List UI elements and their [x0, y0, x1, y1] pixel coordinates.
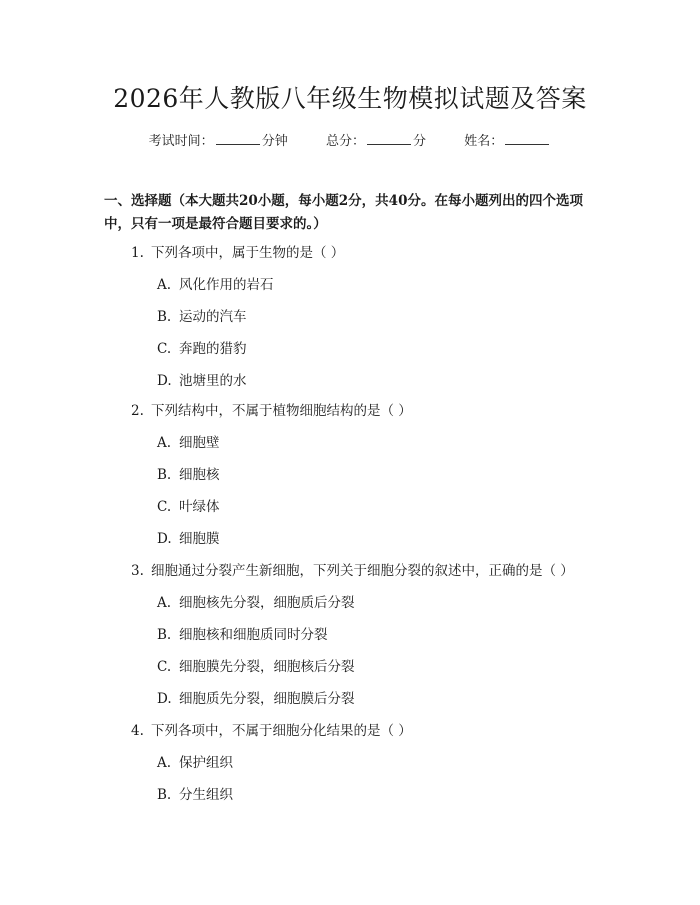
option-1d — [157, 371, 247, 391]
option-text: 池塘里的水 — [179, 373, 247, 389]
question-text: 下列各项中，不属于细胞分化结果的是（ ） — [151, 723, 412, 739]
option-3d — [157, 689, 355, 709]
option-letter: D. — [157, 531, 172, 547]
option-letter: C. — [157, 499, 172, 515]
option-text: 细胞核和细胞质同时分裂 — [179, 627, 328, 643]
option-2a — [157, 433, 220, 453]
option-1c — [157, 339, 247, 359]
name-label: 姓名： — [464, 134, 504, 149]
option-text: 细胞质先分裂，细胞膜后分裂 — [179, 691, 355, 707]
name-blank — [505, 131, 549, 145]
score-unit: 分 — [413, 134, 427, 149]
time-label: 考试时间： — [148, 134, 214, 149]
option-letter: A. — [157, 435, 172, 451]
question-4 — [131, 721, 412, 741]
option-letter: A. — [157, 755, 172, 771]
option-letter: B. — [157, 309, 172, 325]
option-letter: B. — [157, 627, 172, 643]
option-text: 运动的汽车 — [179, 309, 247, 325]
question-text: 细胞通过分裂产生新细胞，下列关于细胞分裂的叙述中，正确的是（ ） — [151, 563, 574, 579]
option-2b — [157, 465, 220, 485]
option-text: 细胞膜先分裂，细胞核后分裂 — [179, 659, 355, 675]
option-1a — [157, 275, 274, 295]
question-number: 3. — [131, 563, 144, 579]
option-letter: B. — [157, 787, 172, 803]
question-2 — [131, 401, 412, 421]
option-2c — [157, 497, 220, 517]
option-letter: D. — [157, 691, 172, 707]
question-3 — [131, 561, 574, 581]
option-3b — [157, 625, 328, 645]
option-letter: D. — [157, 373, 172, 389]
page-title: 2026年人教版八年级生物模拟试题及答案 — [113, 84, 587, 113]
option-2d — [157, 529, 220, 549]
question-1 — [131, 243, 344, 263]
option-text: 细胞核 — [179, 467, 220, 483]
option-text: 细胞核先分裂，细胞质后分裂 — [179, 595, 355, 611]
option-4a — [157, 753, 233, 773]
option-text: 细胞壁 — [179, 435, 220, 451]
option-text: 细胞膜 — [179, 531, 220, 547]
option-3c — [157, 657, 355, 677]
option-text: 奔跑的猎豹 — [179, 341, 247, 357]
option-letter: C. — [157, 341, 172, 357]
option-4b — [157, 785, 233, 805]
option-letter: C. — [157, 659, 172, 675]
question-number: 1. — [131, 245, 144, 261]
option-1b — [157, 307, 247, 327]
score-blank — [367, 131, 411, 145]
time-unit: 分钟 — [261, 134, 288, 149]
question-number: 2. — [131, 403, 144, 419]
question-text: 下列各项中，属于生物的是（ ） — [151, 245, 345, 261]
option-3a — [157, 593, 355, 613]
exam-info-line — [0, 131, 700, 152]
option-letter: B. — [157, 467, 172, 483]
option-text: 风化作用的岩石 — [179, 277, 274, 293]
option-text: 保护组织 — [179, 755, 233, 771]
option-text: 分生组织 — [179, 787, 233, 803]
option-letter: A. — [157, 595, 172, 611]
time-blank — [216, 131, 260, 145]
option-text: 叶绿体 — [179, 499, 220, 515]
question-number: 4. — [131, 723, 144, 739]
score-label: 总分： — [325, 134, 365, 149]
option-letter: A. — [157, 277, 172, 293]
question-text: 下列结构中，不属于植物细胞结构的是（ ） — [151, 403, 412, 419]
section-heading: 一、选择题（本大题共20小题，每小题2分，共40分。在每小题列出的四个选项中，只有一项是最符合题目要求的。） — [104, 193, 583, 232]
